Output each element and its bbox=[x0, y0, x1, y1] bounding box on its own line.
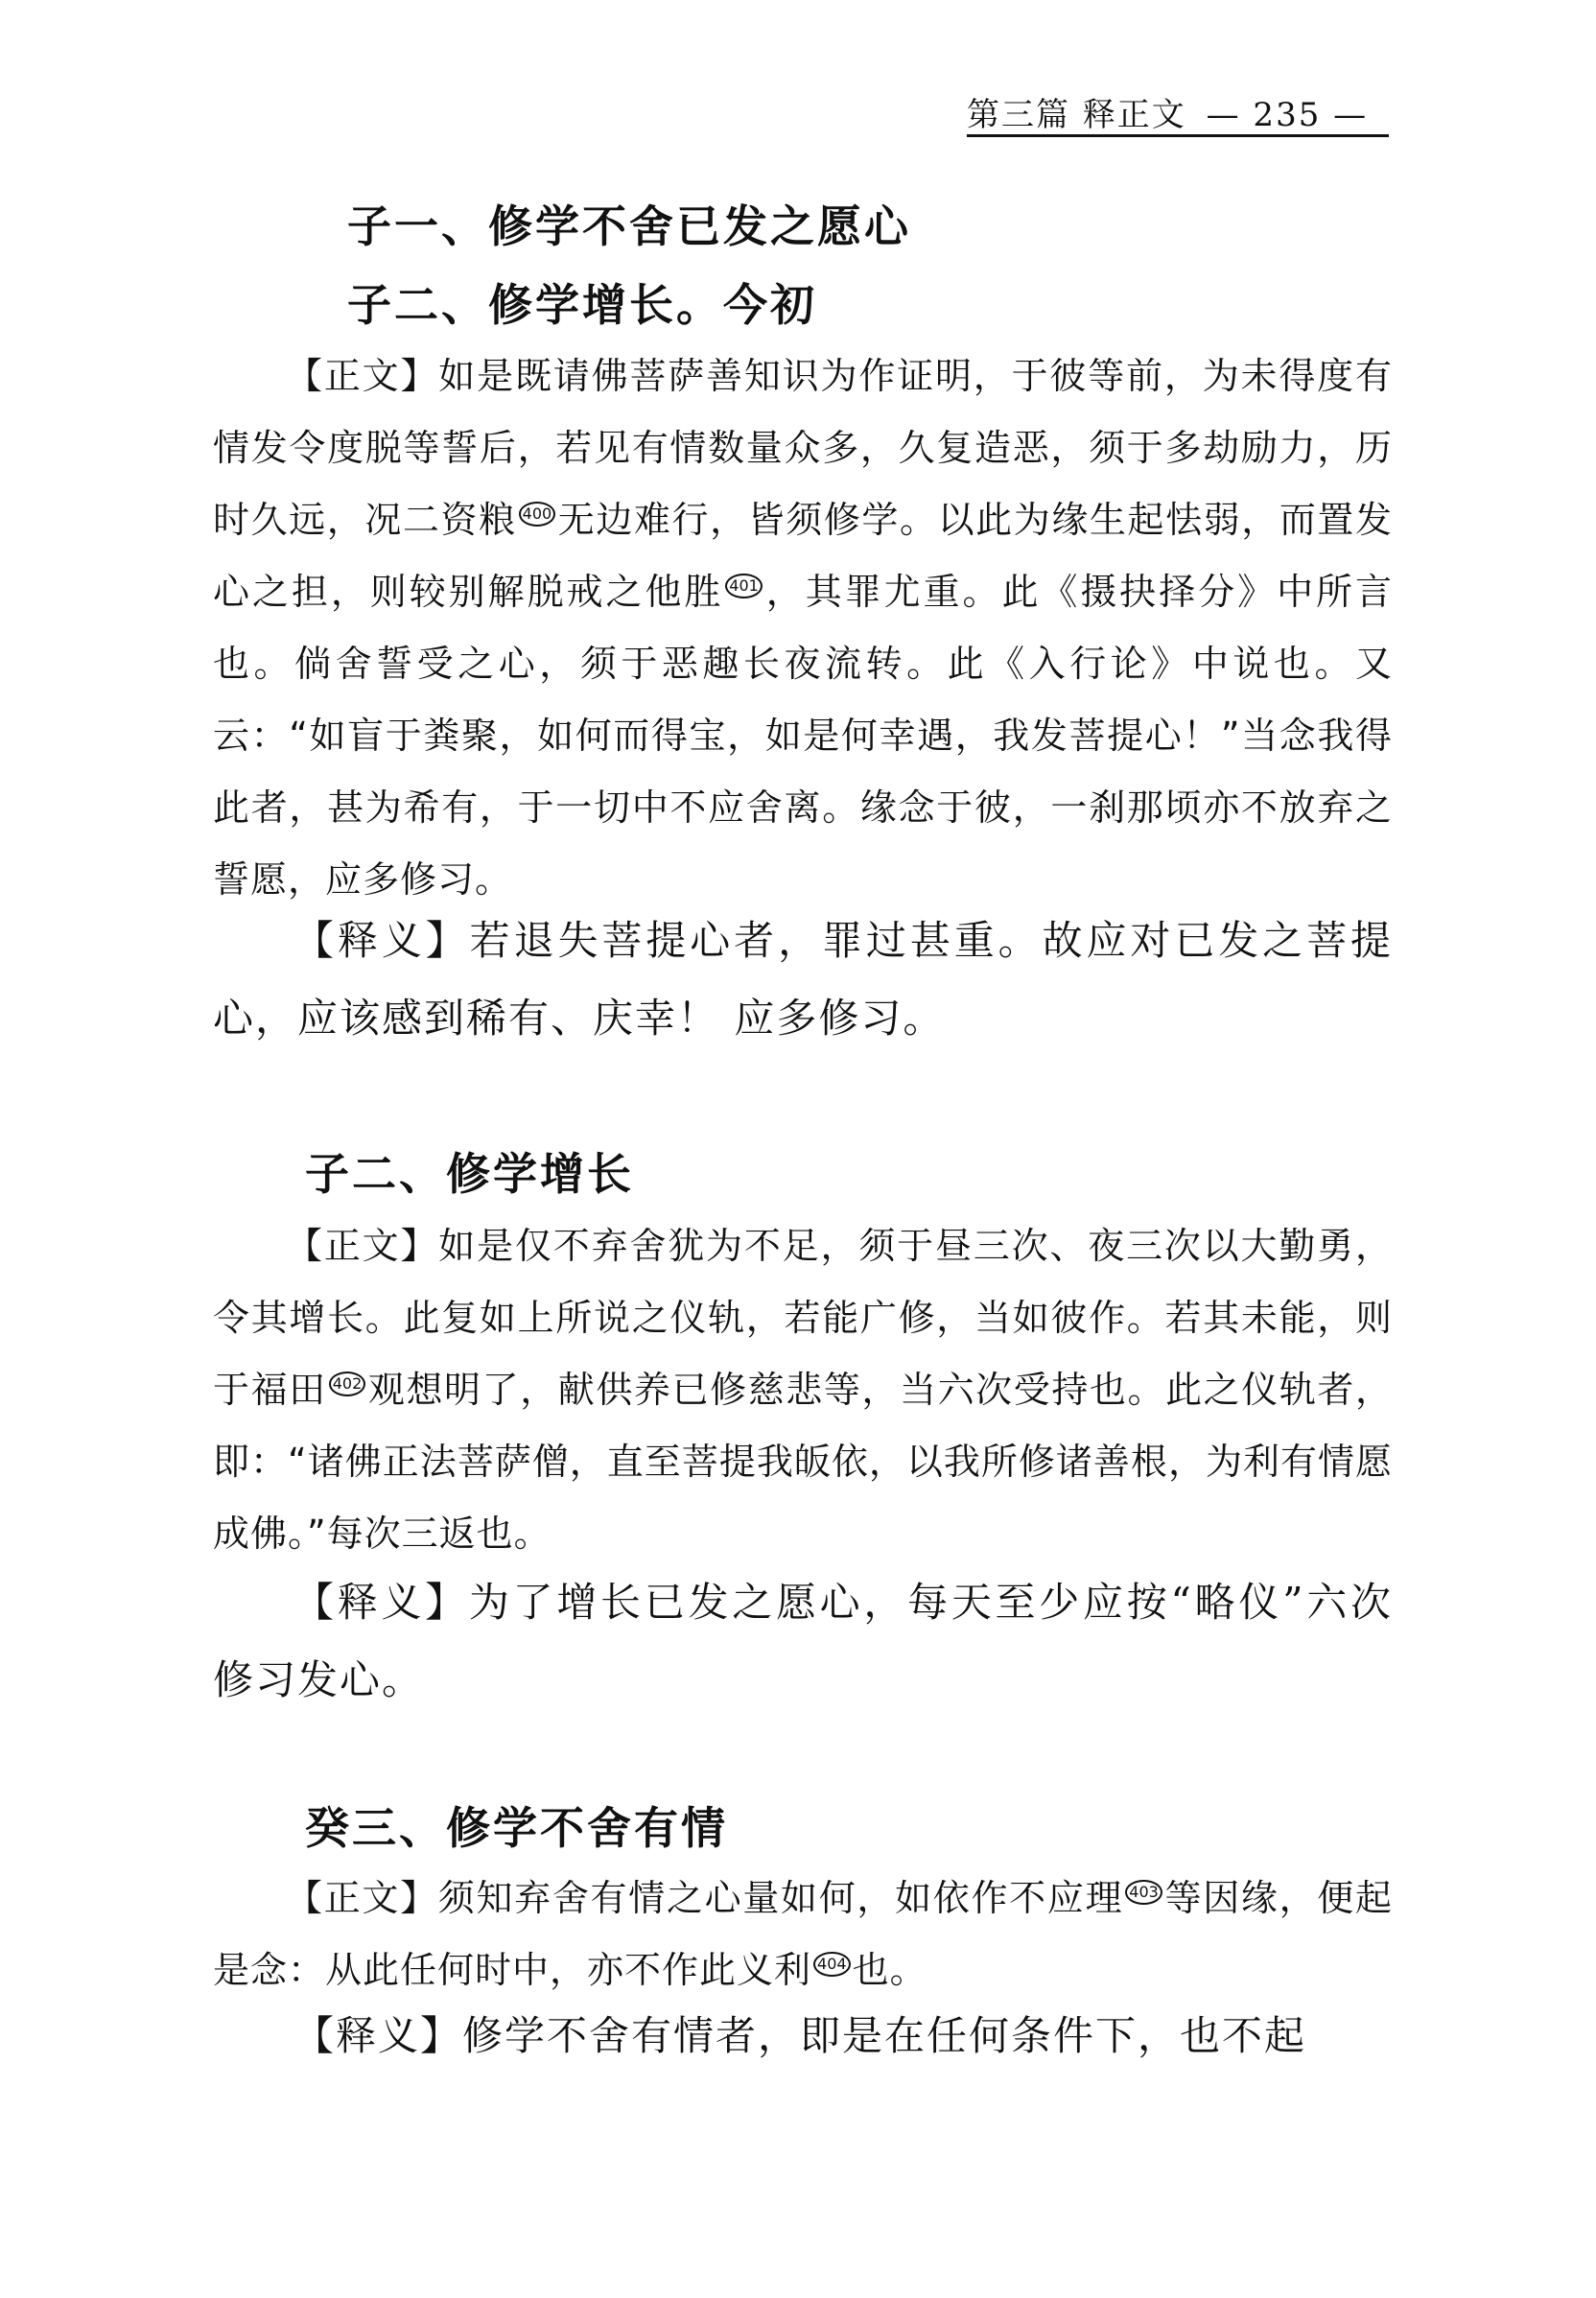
shiyi-paragraph-2 bbox=[213, 1563, 1393, 1719]
text-segment: 观想明了，献供养已修慈悲等，当六次受持也。此之仪轨者，即：“诸佛正法菩萨僧，直至菩提我皈依，以我所修诸善根，为利有情愿成佛。”每次三返也。 bbox=[213, 1369, 1393, 1555]
footnote-marker[interactable]: 403 bbox=[1125, 1880, 1162, 1905]
header-rule bbox=[967, 134, 1389, 137]
heading-zi-yi: 子一、修学不舍已发之愿心 bbox=[347, 200, 911, 252]
footnote-marker[interactable]: 404 bbox=[813, 1952, 851, 1977]
page-number: — 235 — bbox=[1206, 96, 1369, 134]
heading-zi-er: 子二、修学增长 bbox=[305, 1148, 634, 1200]
shiyi-paragraph-3 bbox=[213, 1997, 1393, 2075]
shiyi-label: 【释义】 bbox=[293, 917, 470, 964]
shiyi-label: 【释义】 bbox=[293, 2012, 463, 2059]
text-segment: 如是仅不弃舍犹为不足，须于昼三次、夜三次以大勤勇，令其增长。此复如上所说之仪轨，若能广修，当如彼作。若其未能，则于福田 bbox=[213, 1225, 1393, 1411]
zhengwen-paragraph-1 bbox=[213, 340, 1393, 916]
text-segment: 若退失菩提心者，罪过甚重。故应对已发之菩提心，应该感到稀有、庆幸！ 应多修习。 bbox=[213, 917, 1393, 1042]
shiyi-label: 【释义】 bbox=[293, 1579, 469, 1626]
text-segment: 修学不舍有情者，即是在任何条件下，也不起 bbox=[462, 2012, 1307, 2059]
footnote-marker[interactable]: 400 bbox=[519, 502, 556, 527]
text-segment: 如是既请佛菩萨善知识为作证明，于彼等前，为未得度有情发令度脱等誓后，若见有情数量众多，久复造恶，须于多劫励力，历时久远，况二资粮 bbox=[213, 355, 1393, 541]
text-segment: 无边难行，皆须修学。以此为缘生起怯弱，而置发心之担，则较别解脱戒之他胜 bbox=[213, 499, 1393, 613]
text-segment: 须知弃舍有情之心量如何，如依作不应理 bbox=[437, 1877, 1124, 1919]
zhengwen-paragraph-3 bbox=[213, 1863, 1393, 2006]
zhengwen-label: 【正文】 bbox=[286, 355, 439, 397]
zhengwen-paragraph-2 bbox=[213, 1210, 1393, 1570]
shiyi-paragraph-1 bbox=[213, 902, 1393, 1057]
text-segment: 为了增长已发之愿心，每天至少应按“略仪”六次修习发心。 bbox=[213, 1579, 1393, 1703]
heading-zi-er-jin-chu: 子二、修学增长。今初 bbox=[347, 279, 817, 331]
text-segment: 也。 bbox=[852, 1949, 927, 1991]
section-title: 第三篇 释正文 bbox=[967, 96, 1186, 134]
running-head bbox=[967, 88, 1389, 135]
footnote-marker[interactable]: 402 bbox=[329, 1372, 366, 1396]
heading-gui-san: 癸三、修学不舍有情 bbox=[305, 1802, 728, 1854]
zhengwen-label: 【正文】 bbox=[286, 1225, 439, 1267]
zhengwen-label: 【正文】 bbox=[286, 1877, 438, 1919]
text-segment: ，其罪尤重。此《摄抉择分》中所言也。倘舍誓受之心，须于恶趣长夜流转。此《入行论》中说也。又云：“如盲于粪聚，如何而得宝，如是何幸遇，我发菩提心！”当念我得此者，甚为希有，于一切中不应舍离。缘念于彼，一刹那顷亦不放弃之誓愿，应多修习。 bbox=[213, 571, 1393, 901]
text-segment: 等因缘，便起是念：从此任何时中，亦不作此义利 bbox=[213, 1877, 1393, 1991]
footnote-marker[interactable]: 401 bbox=[725, 574, 763, 598]
